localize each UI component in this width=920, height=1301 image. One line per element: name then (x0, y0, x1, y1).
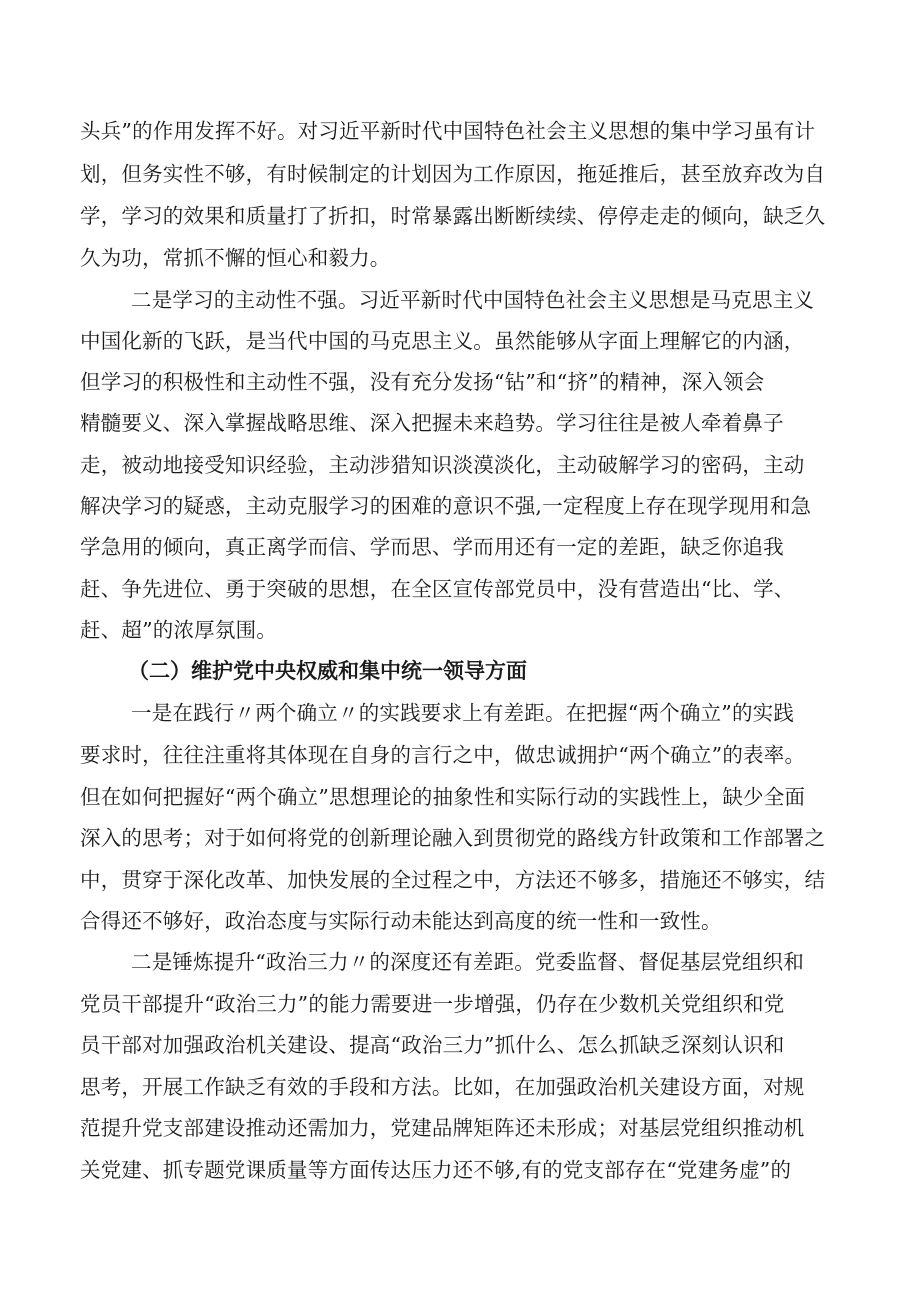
text-line: 划，但务实性不够，有时候制定的计划因为工作原因，拖延推后，甚至放弃改为自 (80, 162, 826, 186)
section-heading: （二）维护党中央权威和集中统一领导方面 (128, 659, 527, 683)
text-line: 要求时，往往注重将其体现在自身的言行之中，做忠诚拥护“两个确立”的表率。 (80, 743, 806, 767)
text-line: 中，贯穿于深化改革、加快发展的全过程之中，方法还不够多，措施还不够实，结 (80, 868, 826, 892)
text-line: 精髓要义、深入掌握战略思维、深入把握未来趋势。学习往往是被人牵着鼻子 (80, 411, 784, 435)
text-line: 解决学习的疑惑，主动克服学习的困难的意识不强,一定程度上存在现学现用和急 (80, 494, 812, 518)
text-line: 深入的思考；对于如何将党的创新理论融入到贯彻党的路线方针政策和工作部署之 (80, 826, 826, 850)
text-line: 赶、超”的浓厚氛围。 (80, 618, 277, 642)
text-line: 久为功，常抓不懈的恒心和毅力。 (80, 246, 391, 270)
text-line: 合得还不够好，政治态度与实际行动未能达到高度的统一性和一致性。 (80, 909, 722, 933)
text-line: 但学习的积极性和主动性不强，没有充分发扬“钻”和“挤”的精神，深入领会 (80, 370, 765, 394)
text-line: 学，学习的效果和质量打了折扣，时常暴露出断断续续、停停走走的倾向，缺乏久 (80, 204, 826, 228)
text-line: 学急用的倾向，真正离学而信、学而思、学而用还有一定的差距，缺乏你追我 (80, 535, 784, 559)
text-line: 赶、争先进位、勇于突破的思想，在全区宣传部党员中，没有营造出“比、学、 (80, 577, 795, 601)
text-line: 关党建、抓专题党课质量等方面传达压力还不够,有的党支部存在“党建务虚”的 (80, 1158, 792, 1182)
text-line: 员干部对加强政治机关建设、提高“政治三力”抓什么、怎么抓缺乏深刻认识和 (80, 1033, 785, 1057)
text-line: 走，被动地接受知识经验，主动涉猎知识淡漠淡化，主动破解学习的密码，主动 (80, 453, 805, 477)
text-line: 党员干部提升“政治三力”的能力需要进一步增强，仍存在少数机关党组织和党 (80, 992, 785, 1016)
text-line: 二是学习的主动性不强。习近平新时代中国特色社会主义思想是马克思主义 (131, 288, 815, 312)
text-line: 头兵”的作用发挥不好。对习近平新时代中国特色社会主义思想的集中学习虽有计 (80, 119, 816, 143)
text-line: 二是锤炼提升“政治三力〃的深度还有差距。党委监督、督促基层党组织和 (131, 950, 805, 974)
text-line: 但在如何把握好“两个确立”思想理论的抽象性和实际行动的实践性上，缺少全面 (80, 785, 806, 809)
text-line: 思考，开展工作缺乏有效的手段和方法。比如，在加强政治机关建设方面，对规 (80, 1075, 805, 1099)
text-line: 范提升党支部建设推动还需加力，党建品牌矩阵还未形成；对基层党组织推动机 (80, 1116, 805, 1140)
text-line: 一是在践行〃两个确立〃的实践要求上有差距。在把握“两个确立”的实践 (131, 701, 795, 725)
text-line: 中国化新的飞跃，是当代中国的马克思主义。虽然能够从字面上理解它的内涵， (80, 329, 805, 353)
